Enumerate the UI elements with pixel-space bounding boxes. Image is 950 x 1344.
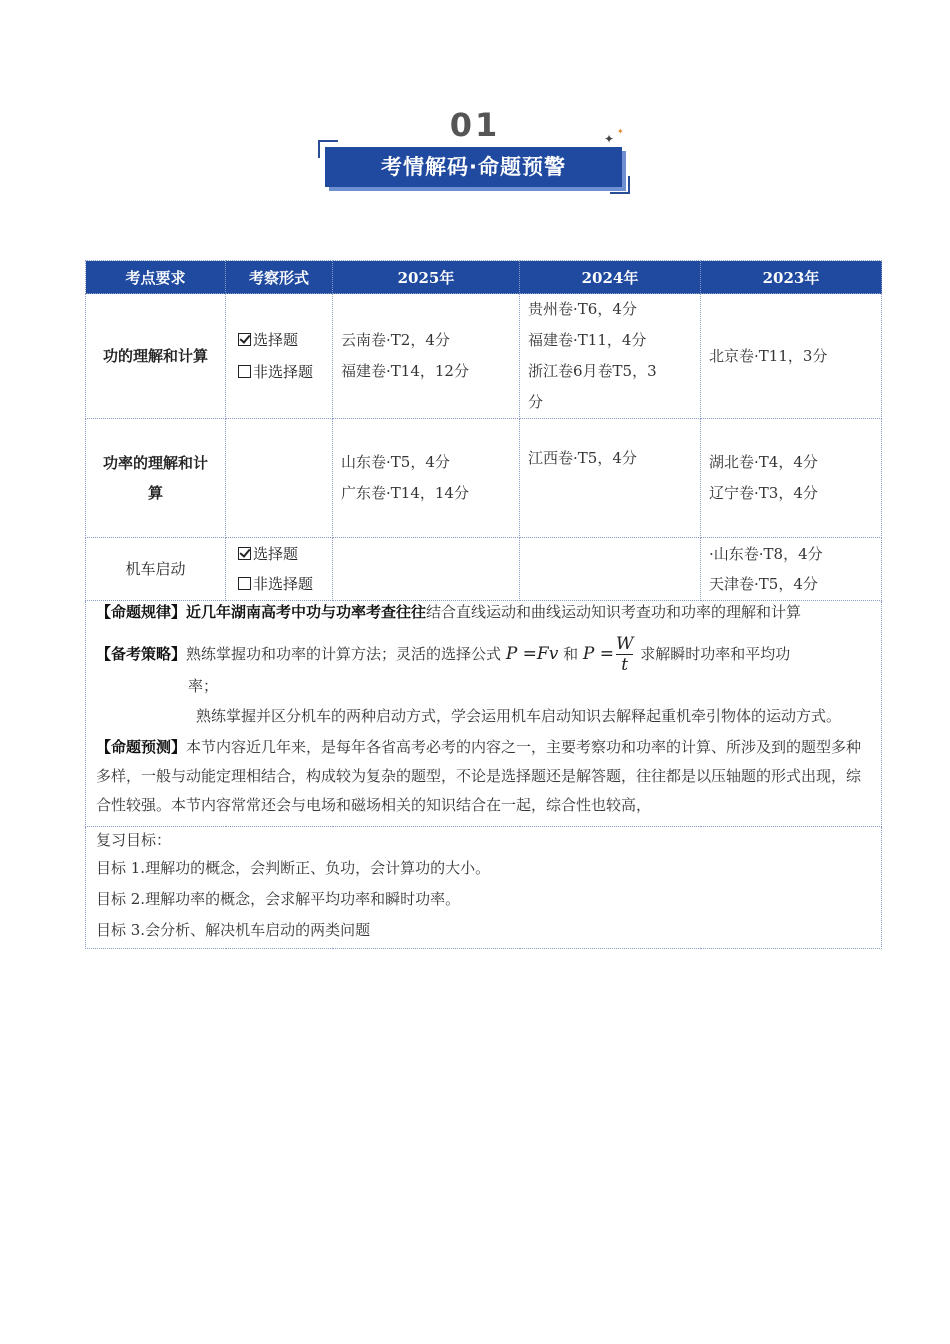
form-option-label: 非选择题 bbox=[253, 575, 314, 593]
exam-entry: 北京卷·T11，3分 bbox=[709, 346, 828, 365]
forecast-paragraph bbox=[96, 733, 871, 820]
exam-entry: 湖北卷·T4，4分 bbox=[709, 453, 818, 471]
cell-2025 bbox=[333, 419, 520, 538]
cell-2024 bbox=[520, 419, 701, 538]
exam-entry: ·山东卷·T8，4分 bbox=[709, 545, 823, 563]
goal-item: 目标 3.会分析、解决机车启动的两类问题 bbox=[96, 921, 371, 939]
rule-label: 【命题规律】 bbox=[96, 603, 187, 621]
forecast-text: 本节内容近几年来，是每年各省高考必考的内容之一，主要考察功和功率的计算、所涉及到的题型多种多样，一般与动能定理相结合，构成较为复杂的题型，不论是选择题还是解答题，往往都是以压轴题的形式出现，综合性较强。本节内容常常还会与电场和磁场相关的知识结合在一起，综合性也较高， bbox=[96, 738, 862, 814]
section-title: 考情解码·命题预警 bbox=[381, 155, 566, 179]
goals-title: 复习目标： bbox=[96, 831, 172, 849]
analysis-cell bbox=[86, 601, 882, 827]
sparkle-small-icon: ✦ bbox=[617, 127, 624, 136]
header-2025: 2025年 bbox=[333, 261, 520, 294]
exam-entry: 贵州卷·T6，4分 bbox=[528, 300, 637, 318]
section-number: 01 bbox=[449, 106, 501, 144]
requirement-cell: 功的理解和计算 bbox=[86, 294, 226, 419]
cell-2023 bbox=[701, 419, 882, 538]
form-option bbox=[238, 356, 331, 388]
goal-item: 目标 2.理解功率的概念，会求解平均功率和瞬时功率。 bbox=[96, 890, 461, 908]
header-2023: 2023年 bbox=[701, 261, 882, 294]
form-option-label: 选择题 bbox=[253, 331, 299, 349]
section-banner bbox=[325, 147, 622, 187]
forecast-label: 【命题预测】 bbox=[96, 738, 187, 756]
requirement-cell: 机车启动 bbox=[86, 538, 226, 601]
strategy-paragraph bbox=[96, 634, 871, 675]
formula-power-fv: P =Fv bbox=[505, 644, 559, 664]
analysis-row bbox=[86, 601, 882, 827]
exam-entry: 云南卷·T2，4分 bbox=[341, 331, 450, 349]
checked-box-icon bbox=[238, 547, 251, 560]
exam-entry: 山东卷·T5，4分 bbox=[341, 453, 450, 471]
formula-power-avg bbox=[582, 634, 636, 675]
exam-entry: 辽宁卷·T3，4分 bbox=[709, 484, 818, 502]
cell-2025 bbox=[333, 538, 520, 601]
form-option-label: 非选择题 bbox=[253, 363, 314, 381]
fraction-denominator: t bbox=[616, 654, 633, 675]
header-form: 考察形式 bbox=[226, 261, 333, 294]
sparkle-icon: ✦ bbox=[604, 132, 615, 146]
table-row bbox=[86, 419, 882, 538]
formula-lhs: P = bbox=[582, 644, 614, 664]
table-row bbox=[86, 294, 882, 419]
strategy-text: 率； bbox=[188, 677, 219, 695]
form-option bbox=[238, 324, 331, 356]
fraction-numerator: W bbox=[615, 634, 634, 654]
goals-cell bbox=[86, 827, 882, 949]
form-option bbox=[238, 539, 331, 569]
cell-2024 bbox=[520, 538, 701, 601]
form-cell bbox=[226, 294, 333, 419]
strategy-text: 求解瞬时功率和平均功 bbox=[640, 645, 791, 663]
goals-row bbox=[86, 827, 882, 949]
strategy-label: 【备考策略】 bbox=[96, 645, 187, 663]
table-row bbox=[86, 538, 882, 601]
fraction bbox=[616, 634, 633, 675]
exam-entry: 浙江卷6月卷T5，3 bbox=[528, 362, 657, 380]
unchecked-box-icon bbox=[238, 365, 251, 378]
header-2024: 2024年 bbox=[520, 261, 701, 294]
exam-analysis-table bbox=[85, 260, 882, 949]
form-cell bbox=[226, 419, 333, 538]
cell-2025 bbox=[333, 294, 520, 419]
strategy-paragraph-2 bbox=[96, 707, 871, 725]
form-option-label: 选择题 bbox=[253, 545, 299, 563]
cell-2023 bbox=[701, 538, 882, 601]
goal-item: 目标 1.理解功的概念，会判断正、负功，会计算功的大小。 bbox=[96, 859, 491, 877]
unchecked-box-icon bbox=[238, 577, 251, 590]
formula-and: 和 bbox=[563, 645, 579, 663]
exam-entry: 天津卷·T5，4分 bbox=[709, 575, 818, 593]
header-requirement: 考点要求 bbox=[86, 261, 226, 294]
strategy-text: 熟练掌握并区分机车的两种启动方式，学会运用机车启动知识去解释起重机牵引物体的运动方式。 bbox=[196, 707, 842, 725]
exam-entry: 福建卷·T11，4分 bbox=[528, 331, 647, 349]
exam-entry: 广东卷·T14，14分 bbox=[341, 484, 469, 502]
rule-text: 结合直线运动和曲线运动知识考查功和功率的理解和计算 bbox=[426, 603, 802, 621]
rule-bold-text: 近几年湖南高考中功与功率考查往往 bbox=[186, 603, 427, 621]
strategy-continuation bbox=[96, 675, 871, 697]
checked-box-icon bbox=[238, 333, 251, 346]
strategy-text: 熟练掌握功和功率的计算方法；灵活的选择公式 bbox=[186, 645, 502, 663]
form-option bbox=[238, 569, 331, 599]
banner-corner-bottom-right bbox=[610, 176, 630, 194]
requirement-line: 功率的理解和计 bbox=[102, 454, 208, 472]
exam-entry: 福建卷·T14，12分 bbox=[341, 362, 469, 380]
rule-paragraph bbox=[96, 601, 871, 624]
cell-2023 bbox=[701, 294, 882, 419]
form-cell bbox=[226, 538, 333, 601]
requirement-cell bbox=[86, 419, 226, 538]
requirement-line: 算 bbox=[147, 484, 163, 502]
table-header-row bbox=[86, 261, 882, 294]
cell-2024 bbox=[520, 294, 701, 419]
exam-entry: 分 bbox=[528, 393, 544, 411]
exam-entry: 江西卷·T5，4分 bbox=[528, 449, 637, 467]
